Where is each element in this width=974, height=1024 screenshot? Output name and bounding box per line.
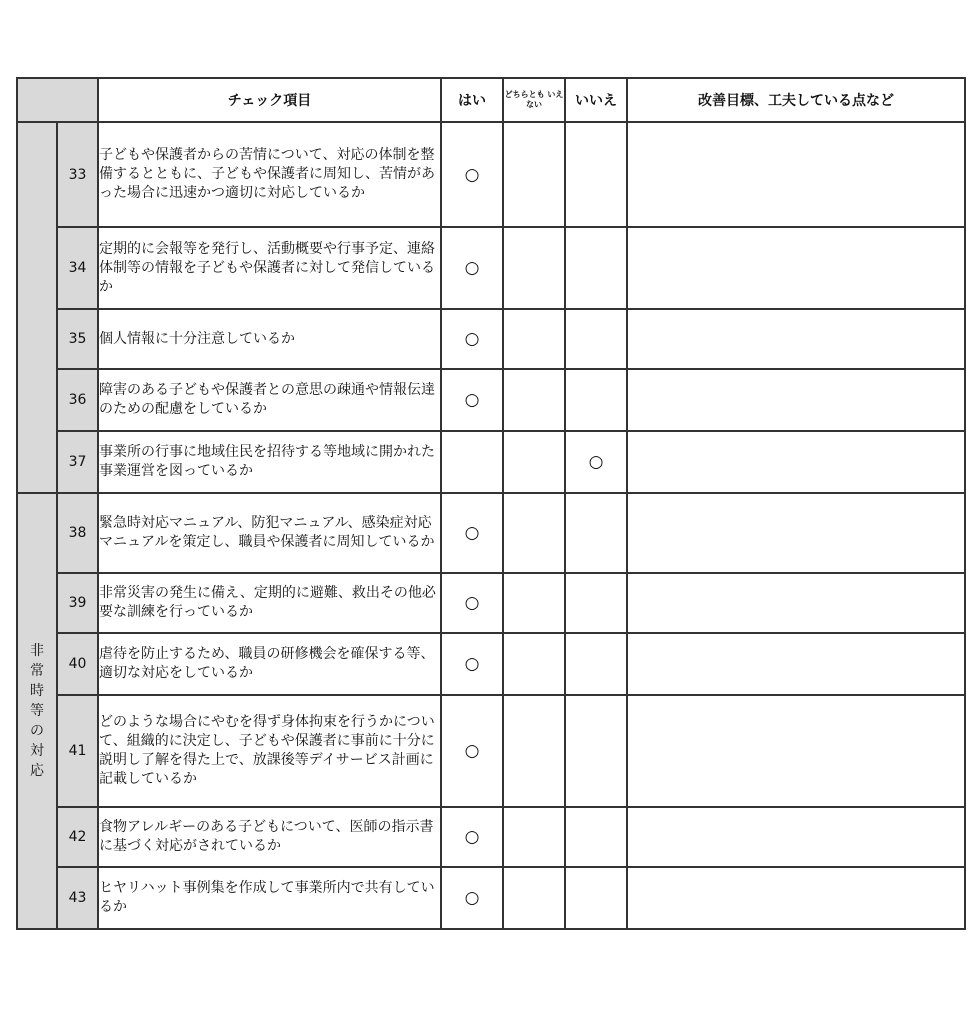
no-cell[interactable] <box>565 867 627 929</box>
neither-cell[interactable] <box>503 227 565 309</box>
header-blank-cell <box>17 78 98 122</box>
neither-cell[interactable] <box>503 431 565 493</box>
no-cell[interactable] <box>565 573 627 633</box>
header-row <box>17 78 965 122</box>
row-number: 36 <box>57 369 98 431</box>
table-row <box>17 695 965 807</box>
check-item-text: 個人情報に十分注意しているか <box>98 309 441 369</box>
no-cell[interactable] <box>565 122 627 227</box>
neither-cell[interactable] <box>503 633 565 695</box>
no-cell[interactable] <box>565 227 627 309</box>
header-yes: はい <box>441 78 503 122</box>
table-row <box>17 122 965 227</box>
row-number: 33 <box>57 122 98 227</box>
improvement-cell[interactable] <box>627 807 965 867</box>
no-cell[interactable] <box>565 633 627 695</box>
check-item-text: 非常災害の発生に備え、定期的に避難、救出その他必要な訓練を行っているか <box>98 573 441 633</box>
table-row <box>17 227 965 309</box>
improvement-cell[interactable] <box>627 309 965 369</box>
checklist-table <box>16 77 966 930</box>
improvement-cell[interactable] <box>627 573 965 633</box>
table-row <box>17 369 965 431</box>
header-no: いいえ <box>565 78 627 122</box>
yes-cell[interactable]: ○ <box>441 807 503 867</box>
check-item-text: 虐待を防止するため、職員の研修機会を確保する等、適切な対応をしているか <box>98 633 441 695</box>
yes-cell[interactable]: ○ <box>441 309 503 369</box>
header-improvement: 改善目標、工夫している点など <box>627 78 965 122</box>
improvement-cell[interactable] <box>627 633 965 695</box>
row-number: 34 <box>57 227 98 309</box>
check-item-text: 障害のある子どもや保護者との意思の疎通や情報伝達のための配慮をしているか <box>98 369 441 431</box>
neither-cell[interactable] <box>503 493 565 573</box>
neither-cell[interactable] <box>503 807 565 867</box>
no-cell[interactable] <box>565 695 627 807</box>
no-cell[interactable] <box>565 493 627 573</box>
no-cell[interactable]: ○ <box>565 431 627 493</box>
yes-cell[interactable] <box>441 431 503 493</box>
yes-cell[interactable]: ○ <box>441 633 503 695</box>
neither-cell[interactable] <box>503 122 565 227</box>
neither-cell[interactable] <box>503 309 565 369</box>
row-number: 41 <box>57 695 98 807</box>
row-number: 37 <box>57 431 98 493</box>
check-item-text: 緊急時対応マニュアル、防犯マニュアル、感染症対応マニュアルを策定し、職員や保護者に周知しているか <box>98 493 441 573</box>
check-item-text: 定期的に会報等を発行し、活動概要や行事予定、連絡体制等の情報を子どもや保護者に対して発信しているか <box>98 227 441 309</box>
row-number: 43 <box>57 867 98 929</box>
neither-cell[interactable] <box>503 867 565 929</box>
category-cell-upper <box>17 122 57 493</box>
check-item-text: 事業所の行事に地域住民を招待する等地域に開かれた事業運営を図っているか <box>98 431 441 493</box>
yes-cell[interactable]: ○ <box>441 695 503 807</box>
improvement-cell[interactable] <box>627 369 965 431</box>
row-number: 35 <box>57 309 98 369</box>
neither-cell[interactable] <box>503 695 565 807</box>
header-neither: どちらとも いえない <box>503 78 565 122</box>
table-row <box>17 807 965 867</box>
yes-cell[interactable]: ○ <box>441 227 503 309</box>
improvement-cell[interactable] <box>627 122 965 227</box>
improvement-cell[interactable] <box>627 493 965 573</box>
check-item-text: ヒヤリハット事例集を作成して事業所内で共有しているか <box>98 867 441 929</box>
row-number: 40 <box>57 633 98 695</box>
yes-cell[interactable]: ○ <box>441 867 503 929</box>
yes-cell[interactable]: ○ <box>441 573 503 633</box>
yes-cell[interactable]: ○ <box>441 369 503 431</box>
row-number: 42 <box>57 807 98 867</box>
category-label-emergency: 非常時等の対応 <box>30 643 44 779</box>
improvement-cell[interactable] <box>627 867 965 929</box>
row-number: 39 <box>57 573 98 633</box>
table-row <box>17 867 965 929</box>
yes-cell[interactable]: ○ <box>441 493 503 573</box>
yes-cell[interactable]: ○ <box>441 122 503 227</box>
table-row <box>17 573 965 633</box>
check-item-text: 子どもや保護者からの苦情について、対応の体制を整備するとともに、子どもや保護者に周知し、苦情があった場合に迅速かつ適切に対応しているか <box>98 122 441 227</box>
header-check-item: チェック項目 <box>98 78 441 122</box>
row-number: 38 <box>57 493 98 573</box>
neither-cell[interactable] <box>503 369 565 431</box>
no-cell[interactable] <box>565 369 627 431</box>
table-row <box>17 633 965 695</box>
table-row <box>17 431 965 493</box>
improvement-cell[interactable] <box>627 431 965 493</box>
improvement-cell[interactable] <box>627 227 965 309</box>
improvement-cell[interactable] <box>627 695 965 807</box>
table-row <box>17 493 965 573</box>
neither-cell[interactable] <box>503 573 565 633</box>
check-item-text: どのような場合にやむを得ず身体拘束を行うかについて、組織的に決定し、子どもや保護者に事前に十分に説明し了解を得た上で、放課後等デイサービス計画に記載しているか <box>98 695 441 807</box>
no-cell[interactable] <box>565 807 627 867</box>
check-item-text: 食物アレルギーのある子どもについて、医師の指示書に基づく対応がされているか <box>98 807 441 867</box>
category-cell-emergency <box>17 493 57 929</box>
table-row <box>17 309 965 369</box>
no-cell[interactable] <box>565 309 627 369</box>
